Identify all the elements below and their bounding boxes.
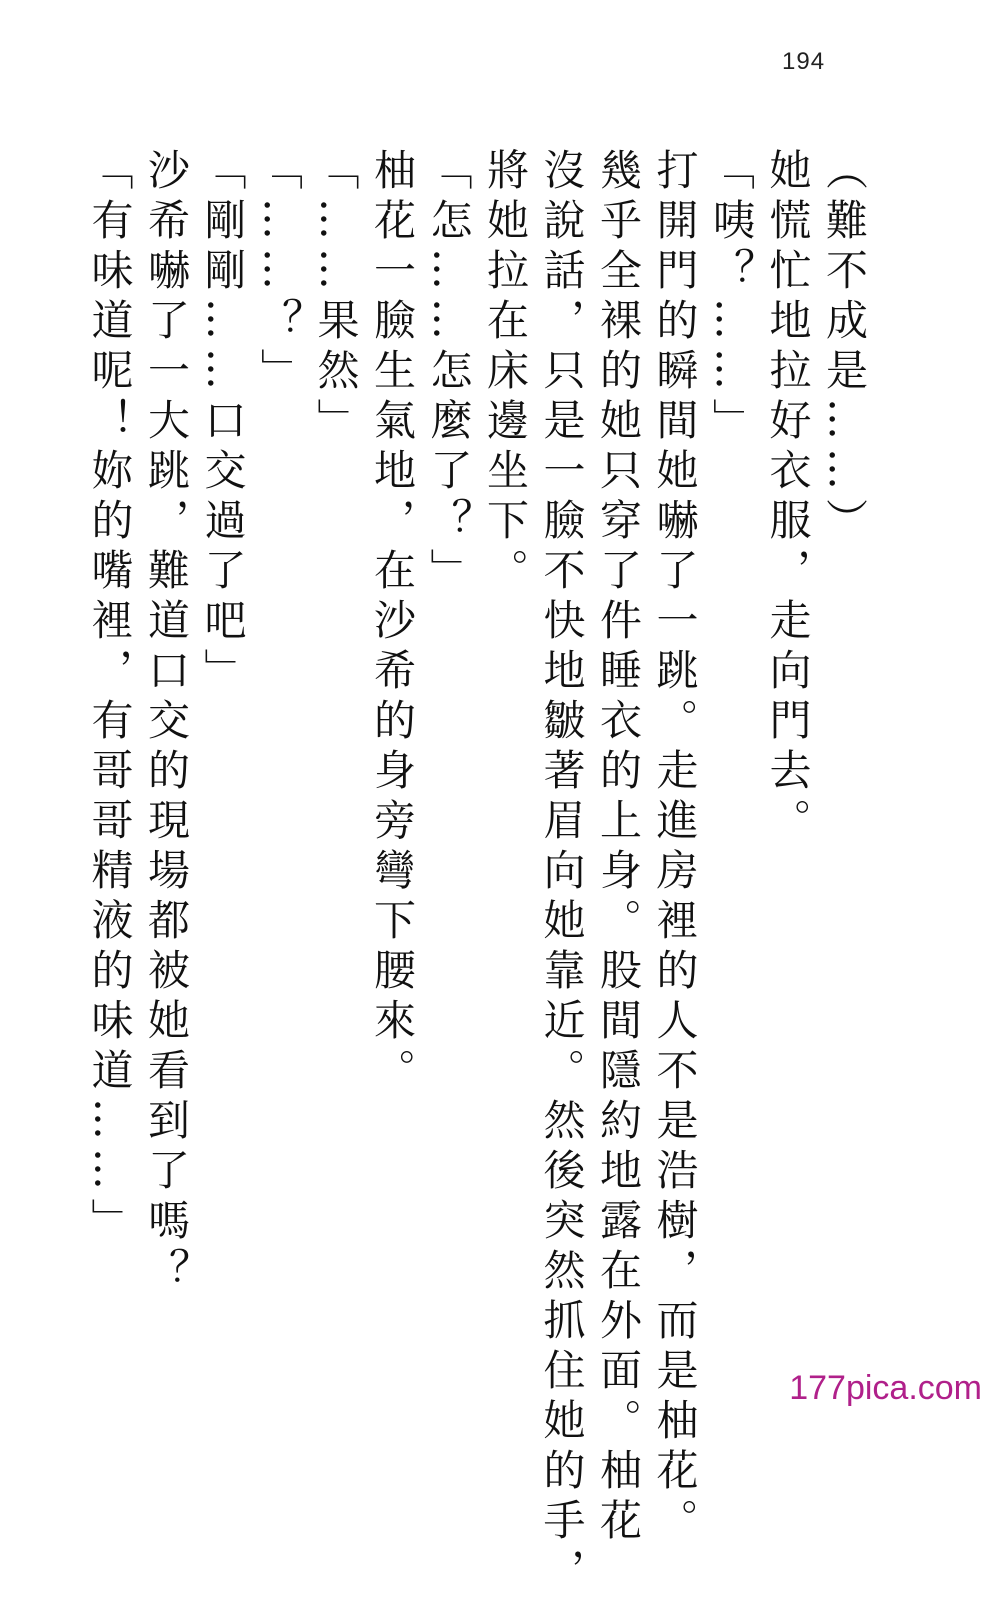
text-line: 「怎……怎麼了？」 — [424, 148, 474, 598]
text-line: 沒說話，只是一臉不快地皺著眉向她靠近。然後突然抓住她的手， — [537, 148, 587, 1598]
text-line: 柚花一臉生氣地，在沙希的身旁彎下腰來。 — [368, 148, 417, 1098]
text-line: 打開門的瞬間她嚇了一跳。走進房裡的人不是浩樹，而是柚花。 — [650, 148, 700, 1548]
text-line: 「……？」 — [255, 148, 304, 398]
text-line: 幾乎全裸的她只穿了件睡衣的上身。股間隱約地露在外面。柚花 — [594, 148, 643, 1548]
page-number: 194 — [782, 48, 826, 75]
text-line: （難不成是……） — [820, 148, 869, 548]
text-line: 沙希嚇了一大跳，難道口交的現場都被她看到了嗎？ — [142, 148, 191, 1298]
watermark: 177pica.com — [789, 1369, 982, 1407]
text-line: 她慌忙地拉好衣服，走向門去。 — [763, 148, 813, 848]
text-line: 「剛剛……口交過了吧」 — [198, 148, 248, 698]
text-line: 「有味道呢！妳的嘴裡，有哥哥精液的味道……」 — [85, 148, 135, 1248]
vertical-text-body — [81, 148, 872, 1598]
text-line: 「……果然」 — [311, 148, 361, 448]
text-line: 「咦？……」 — [707, 148, 756, 448]
text-line: 將她拉在床邊坐下。 — [481, 148, 530, 598]
